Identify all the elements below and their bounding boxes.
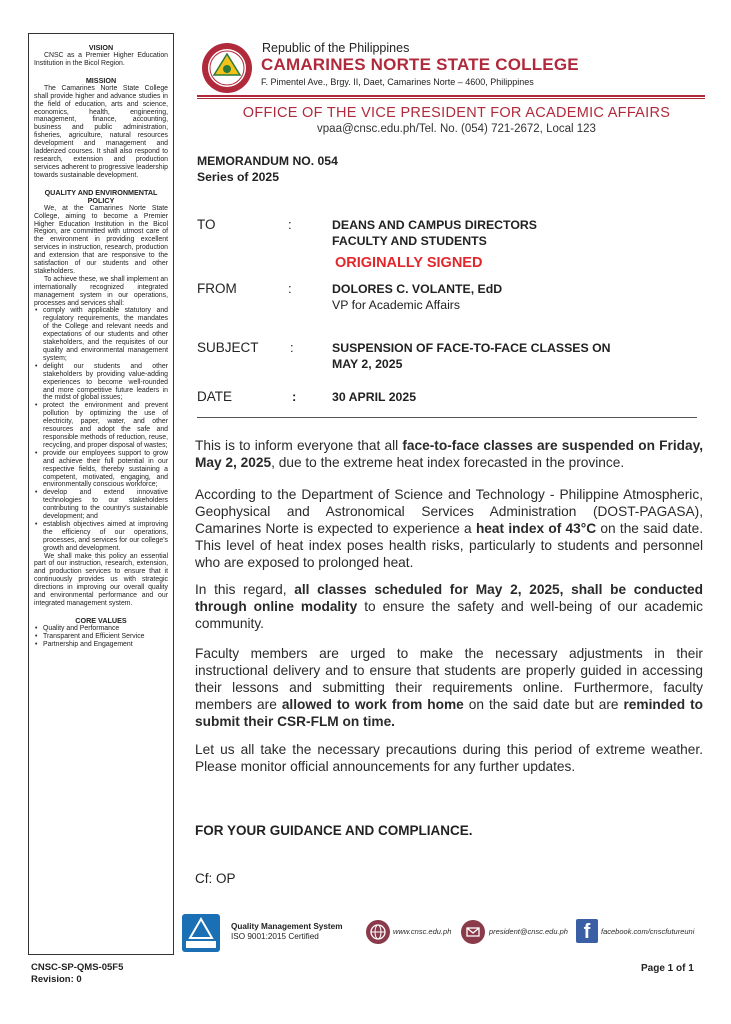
- body-paragraph-4: Faculty members are urged to make the necessary adjustments in their instructional delivery and to ensure that students are properly guided in accessing their lessons and submitting their requirements online. Furthermore, faculty members are allowed to work from home on the said date but are reminded to submit their CSR-FLM on time.: [195, 646, 703, 729]
- policy-title: QUALITY AND ENVIRONMENTAL POLICY: [44, 187, 158, 205]
- globe-icon: [366, 920, 390, 944]
- body-paragraph-5: Let us all take the necessary precautions during this period of extreme weather. Please monitor official announcements for any further updates.: [195, 742, 703, 774]
- core-values-list: [34, 625, 168, 649]
- qms-iso: ISO 9001:2015 Certified: [231, 931, 319, 941]
- header-rule: [197, 95, 705, 97]
- facebook-icon: f: [576, 919, 598, 943]
- date-value: 30 APRIL 2025: [332, 390, 417, 404]
- to-line-1: DEANS AND CAMPUS DIRECTORS: [332, 218, 537, 232]
- subject-colon: :: [290, 340, 294, 355]
- header-rule-thin: [197, 98, 705, 99]
- subject-line-1: SUSPENSION OF FACE-TO-FACE CLASSES ON: [332, 341, 611, 355]
- tuv-certification-icon: [182, 914, 220, 952]
- document-code: [31, 962, 123, 985]
- from-label: FROM: [197, 281, 237, 296]
- mission-text: The Camarines Norte State College shall provide higher and advance studies in the field of education, arts and science, economics, health, engineering, management, finance, accounting, business and public administration, fisheries, agriculture, natural resources development and management and ladderized courses. It shall also respond to research, extension and production services adherent to progressive leadership towards sustainable development.: [34, 84, 168, 179]
- memo-number: MEMORANDUM NO. 054: [197, 154, 338, 168]
- to-colon: :: [288, 217, 292, 232]
- policy-item: • comply with applicable statutory and regulatory requirements, the mandates of the College and relevant needs and expectations of our students and other stakeholders, and the requisites of our quality and environmental management system;: [43, 307, 168, 362]
- memo-series: Series of 2025: [197, 170, 279, 184]
- policy-item: • delight our students and other stakeholders by providing value-adding experiences to become well-rounded and more competitive future leaders in the midst of global issues;: [43, 363, 168, 403]
- college-seal-logo: [201, 42, 253, 94]
- college-address: F. Pimentel Ave., Brgy. II, Daet, Camarines Norte – 4600, Philippines: [261, 77, 534, 87]
- core-values-title: CORE VALUES: [75, 615, 127, 625]
- policy-paragraph-2: To achieve these, we shall implement an internationally recognized integrated management system in our operations, processes and services shall:: [34, 275, 168, 307]
- date-colon: :: [292, 389, 297, 404]
- subject-label: SUBJECT: [197, 340, 259, 355]
- vision-title: VISION: [88, 43, 114, 52]
- policy-item: • provide our employees support to grow and achieve their full potential in our respective fields, thereby sustaining a competent, motivated, engaging, and environmentally conscious workforce;: [43, 450, 168, 490]
- qms-certification: [231, 922, 342, 941]
- originally-signed-stamp: ORIGINALLY SIGNED: [335, 255, 483, 271]
- core-value-item: • Transparent and Efficient Service: [43, 633, 168, 641]
- policy-paragraph-3: We shall make this policy an essential part of our instruction, research, extension, and production services to ensure that it continuously provides us with strategic directions in improving our overall quality and environmental performance and our integrated management system.: [34, 552, 168, 607]
- body-paragraph-2: According to the Department of Science and Technology - Philippine Atmospheric, Geophysical and Astronomical Services Administration (DOST-PAGASA), Camarines Norte is expected to experience a heat index of 43°C on the said date. This level of heat index poses health risks, particularly to students and personnel who are exposed to prolonged heat.: [195, 487, 704, 570]
- policy-item: • establish objectives aimed at improving the efficiency of our operations, processes, and services for our college's growth and development.: [43, 521, 168, 553]
- mission-title: MISSION: [85, 75, 117, 85]
- subject-line-2: MAY 2, 2025: [332, 357, 403, 371]
- from-colon: :: [288, 281, 292, 296]
- from-name: DOLORES C. VOLANTE, EdD: [332, 282, 503, 296]
- facebook-link[interactable]: facebook.com/cnscfutureuni: [601, 927, 695, 936]
- policy-list: [34, 307, 168, 552]
- office-contact: vpaa@cnsc.edu.ph/Tel. No. (054) 721-2672, Local 123: [317, 123, 596, 135]
- doc-code: CNSC-SP-QMS-05F5: [31, 962, 124, 973]
- policy-paragraph-1: We, at the Camarines Norte State College, aiming to become a Premier Higher Education Institution in the Bicol Region, are committed with utmost care of the environment in providing excellent services in instruction, research, production and extension that are responsive to the satisfaction of our students and other stakeholders.: [34, 204, 168, 275]
- college-name: CAMARINES NORTE STATE COLLEGE: [261, 55, 579, 74]
- doc-revision: Revision: 0: [31, 973, 82, 985]
- policy-item: • develop and extend innovative technologies to our stakeholders contributing to the country's sustainable development; and: [43, 489, 168, 521]
- date-label: DATE: [197, 389, 233, 404]
- copy-furnished: Cf: OP: [195, 871, 236, 886]
- office-title: OFFICE OF THE VICE PRESIDENT FOR ACADEMIC AFFAIRS: [242, 105, 671, 121]
- policy-item: • protect the environment and prevent pollution by optimizing the use of electricity, paper, water, and other resources and adopt the safe and responsible methods of reduction, reuse, recycling, and proper disposal of wastes;: [43, 402, 168, 449]
- memo-divider: [197, 417, 697, 418]
- core-value-item: • Quality and Performance: [43, 625, 168, 633]
- sidebar-vmgo: [28, 33, 174, 955]
- guidance-line: FOR YOUR GUIDANCE AND COMPLIANCE.: [195, 823, 473, 838]
- website-link[interactable]: www.cnsc.edu.ph: [393, 927, 452, 936]
- core-value-item: • Partnership and Engagement: [43, 641, 168, 649]
- email-icon: [461, 920, 485, 944]
- body-paragraph-3: In this regard, all classes scheduled for May 2, 2025, shall be conducted through online modality to ensure the safety and well-being of our academic community.: [195, 582, 703, 631]
- to-label: TO: [197, 217, 216, 232]
- qms-title: Quality Management System: [231, 922, 343, 931]
- vision-text: CNSC as a Premier Higher Education Institution in the Bicol Region.: [34, 52, 168, 67]
- body-paragraph-1: This is to inform everyone that all face-to-face classes are suspended on Friday, May 2, 2025, due to the extreme heat index forecasted in the province.: [195, 438, 703, 470]
- page-number: Page 1 of 1: [641, 963, 694, 974]
- from-title: VP for Academic Affairs: [332, 298, 461, 312]
- to-line-2: FACULTY AND STUDENTS: [332, 234, 487, 248]
- email-link[interactable]: president@cnsc.edu.ph: [489, 927, 568, 936]
- republic-line: Republic of the Philippines: [262, 41, 410, 55]
